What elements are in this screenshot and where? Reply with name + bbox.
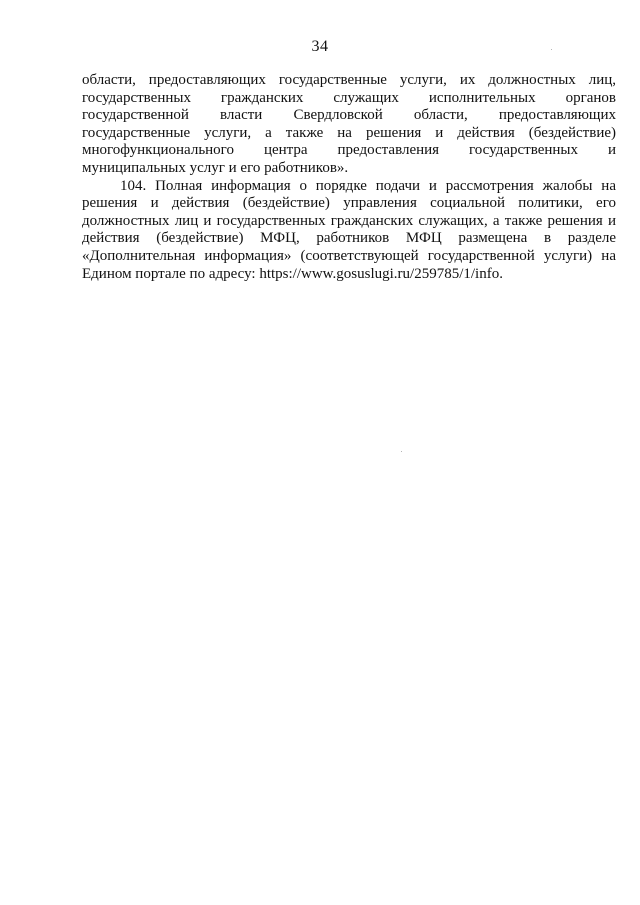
text-line: должностных лиц и государственных гражданских служащих, а также решения и <box>82 212 616 229</box>
text-line: действия (бездействие) МФЦ, работников МФЦ размещена в разделе <box>82 230 616 247</box>
paragraph-104 <box>82 178 616 284</box>
text-line: государственных гражданских служащих исполнительных органов <box>82 89 616 106</box>
text-line: государственные услуги, а также на решения и действия (бездействие) <box>82 124 616 141</box>
text-line: области, предоставляющих государственные услуги, их должностных лиц, <box>82 72 616 88</box>
document-body <box>82 72 616 283</box>
scan-speck <box>401 451 402 452</box>
text-line: 104. Полная информация о порядке подачи и рассмотрения жалобы на <box>120 177 616 194</box>
text-line: многофункционального центра предоставления государственных и <box>82 142 616 159</box>
text-line: решения и действия (бездействие) управления социальной политики, его <box>82 195 616 212</box>
text-line: «Дополнительная информация» (соответствующей государственной услуги) на <box>82 247 616 264</box>
paragraph-continuation <box>82 72 616 178</box>
text-line: государственной власти Свердловской области, предоставляющих <box>82 107 616 124</box>
text-line: Едином портале по адресу: https://www.gosuslugi.ru/259785/1/info. <box>82 265 503 282</box>
text-line: муниципальных услуг и его работников». <box>82 159 349 176</box>
page-number: 34 <box>311 38 329 55</box>
scan-speck <box>551 49 552 50</box>
